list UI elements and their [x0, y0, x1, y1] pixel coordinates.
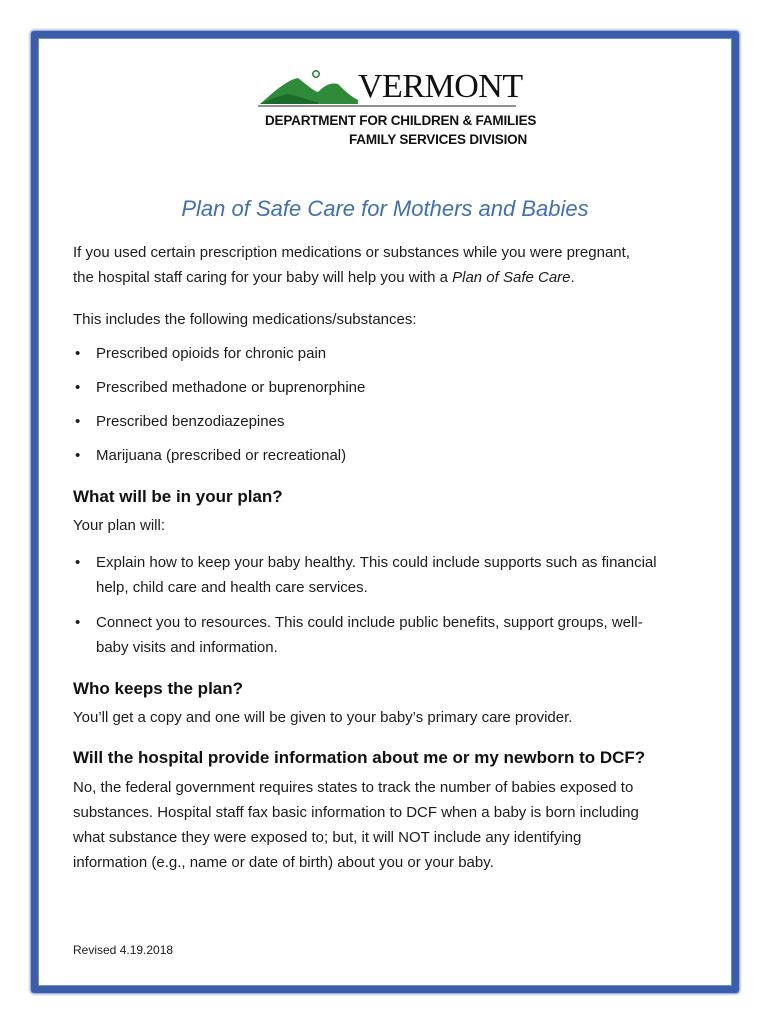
plan-item-2-line-1: Connect you to resources. This could include public benefits, support groups, well-: [96, 614, 643, 631]
medication-item: Prescribed methadone or buprenorphine: [96, 379, 366, 396]
division-name: FAMILY SERVICES DIVISION: [349, 132, 528, 147]
dcf-line-3: what substance they were exposed to; but, it will NOT include any identifying: [73, 829, 582, 846]
dcf-heading: Will the hospital provide information about me or my newborn to DCF?: [73, 748, 646, 767]
bullet-icon: •: [75, 413, 81, 430]
logo-word: VERMONT: [358, 68, 523, 105]
plan-lead: Your plan will:: [73, 517, 165, 534]
medication-item: Marijuana (prescribed or recreational): [96, 447, 347, 464]
plan-heading: What will be in your plan?: [73, 487, 283, 506]
bullet-icon: •: [75, 345, 81, 362]
bullet-icon: •: [75, 447, 81, 464]
plan-item-2-line-2: baby visits and information.: [96, 639, 278, 656]
dcf-line-1: No, the federal government requires states to track the number of babies exposed to: [73, 779, 634, 796]
revised-date: Revised 4.19.2018: [73, 943, 174, 957]
dcf-line-2: substances. Hospital staff fax basic information to DCF when a baby is born including: [73, 804, 639, 821]
intro-line-2: [73, 265, 575, 290]
medications-lead: This includes the following medications/substances:: [73, 311, 417, 328]
page-title: Plan of Safe Care for Mothers and Babies: [181, 196, 589, 221]
intro-line-2-prefix: the hospital staff caring for your baby will help you with a: [73, 269, 453, 286]
bullet-icon: •: [75, 379, 81, 396]
bullet-icon: •: [75, 554, 81, 571]
plan-of-safe-care-term: Plan of Safe Care: [452, 269, 571, 286]
medication-item: Prescribed benzodiazepines: [96, 413, 285, 430]
plan-item-1-line-2: help, child care and health care services.: [96, 579, 368, 596]
keeps-heading: Who keeps the plan?: [73, 679, 244, 698]
bullet-icon: •: [75, 614, 81, 631]
department-name: DEPARTMENT FOR CHILDREN & FAMILIES: [265, 113, 537, 128]
dcf-line-4: information (e.g., name or date of birth) about you or your baby.: [73, 854, 494, 871]
keeps-text: You’ll get a copy and one will be given to your baby’s primary care provider.: [73, 709, 573, 726]
intro-line-1: If you used certain prescription medications or substances while you were pregnant,: [73, 244, 630, 261]
plan-item-1-line-1: Explain how to keep your baby healthy. This could include supports such as financial: [96, 554, 657, 571]
intro-line-2-suffix: .: [570, 269, 575, 286]
medication-item: Prescribed opioids for chronic pain: [96, 345, 327, 362]
